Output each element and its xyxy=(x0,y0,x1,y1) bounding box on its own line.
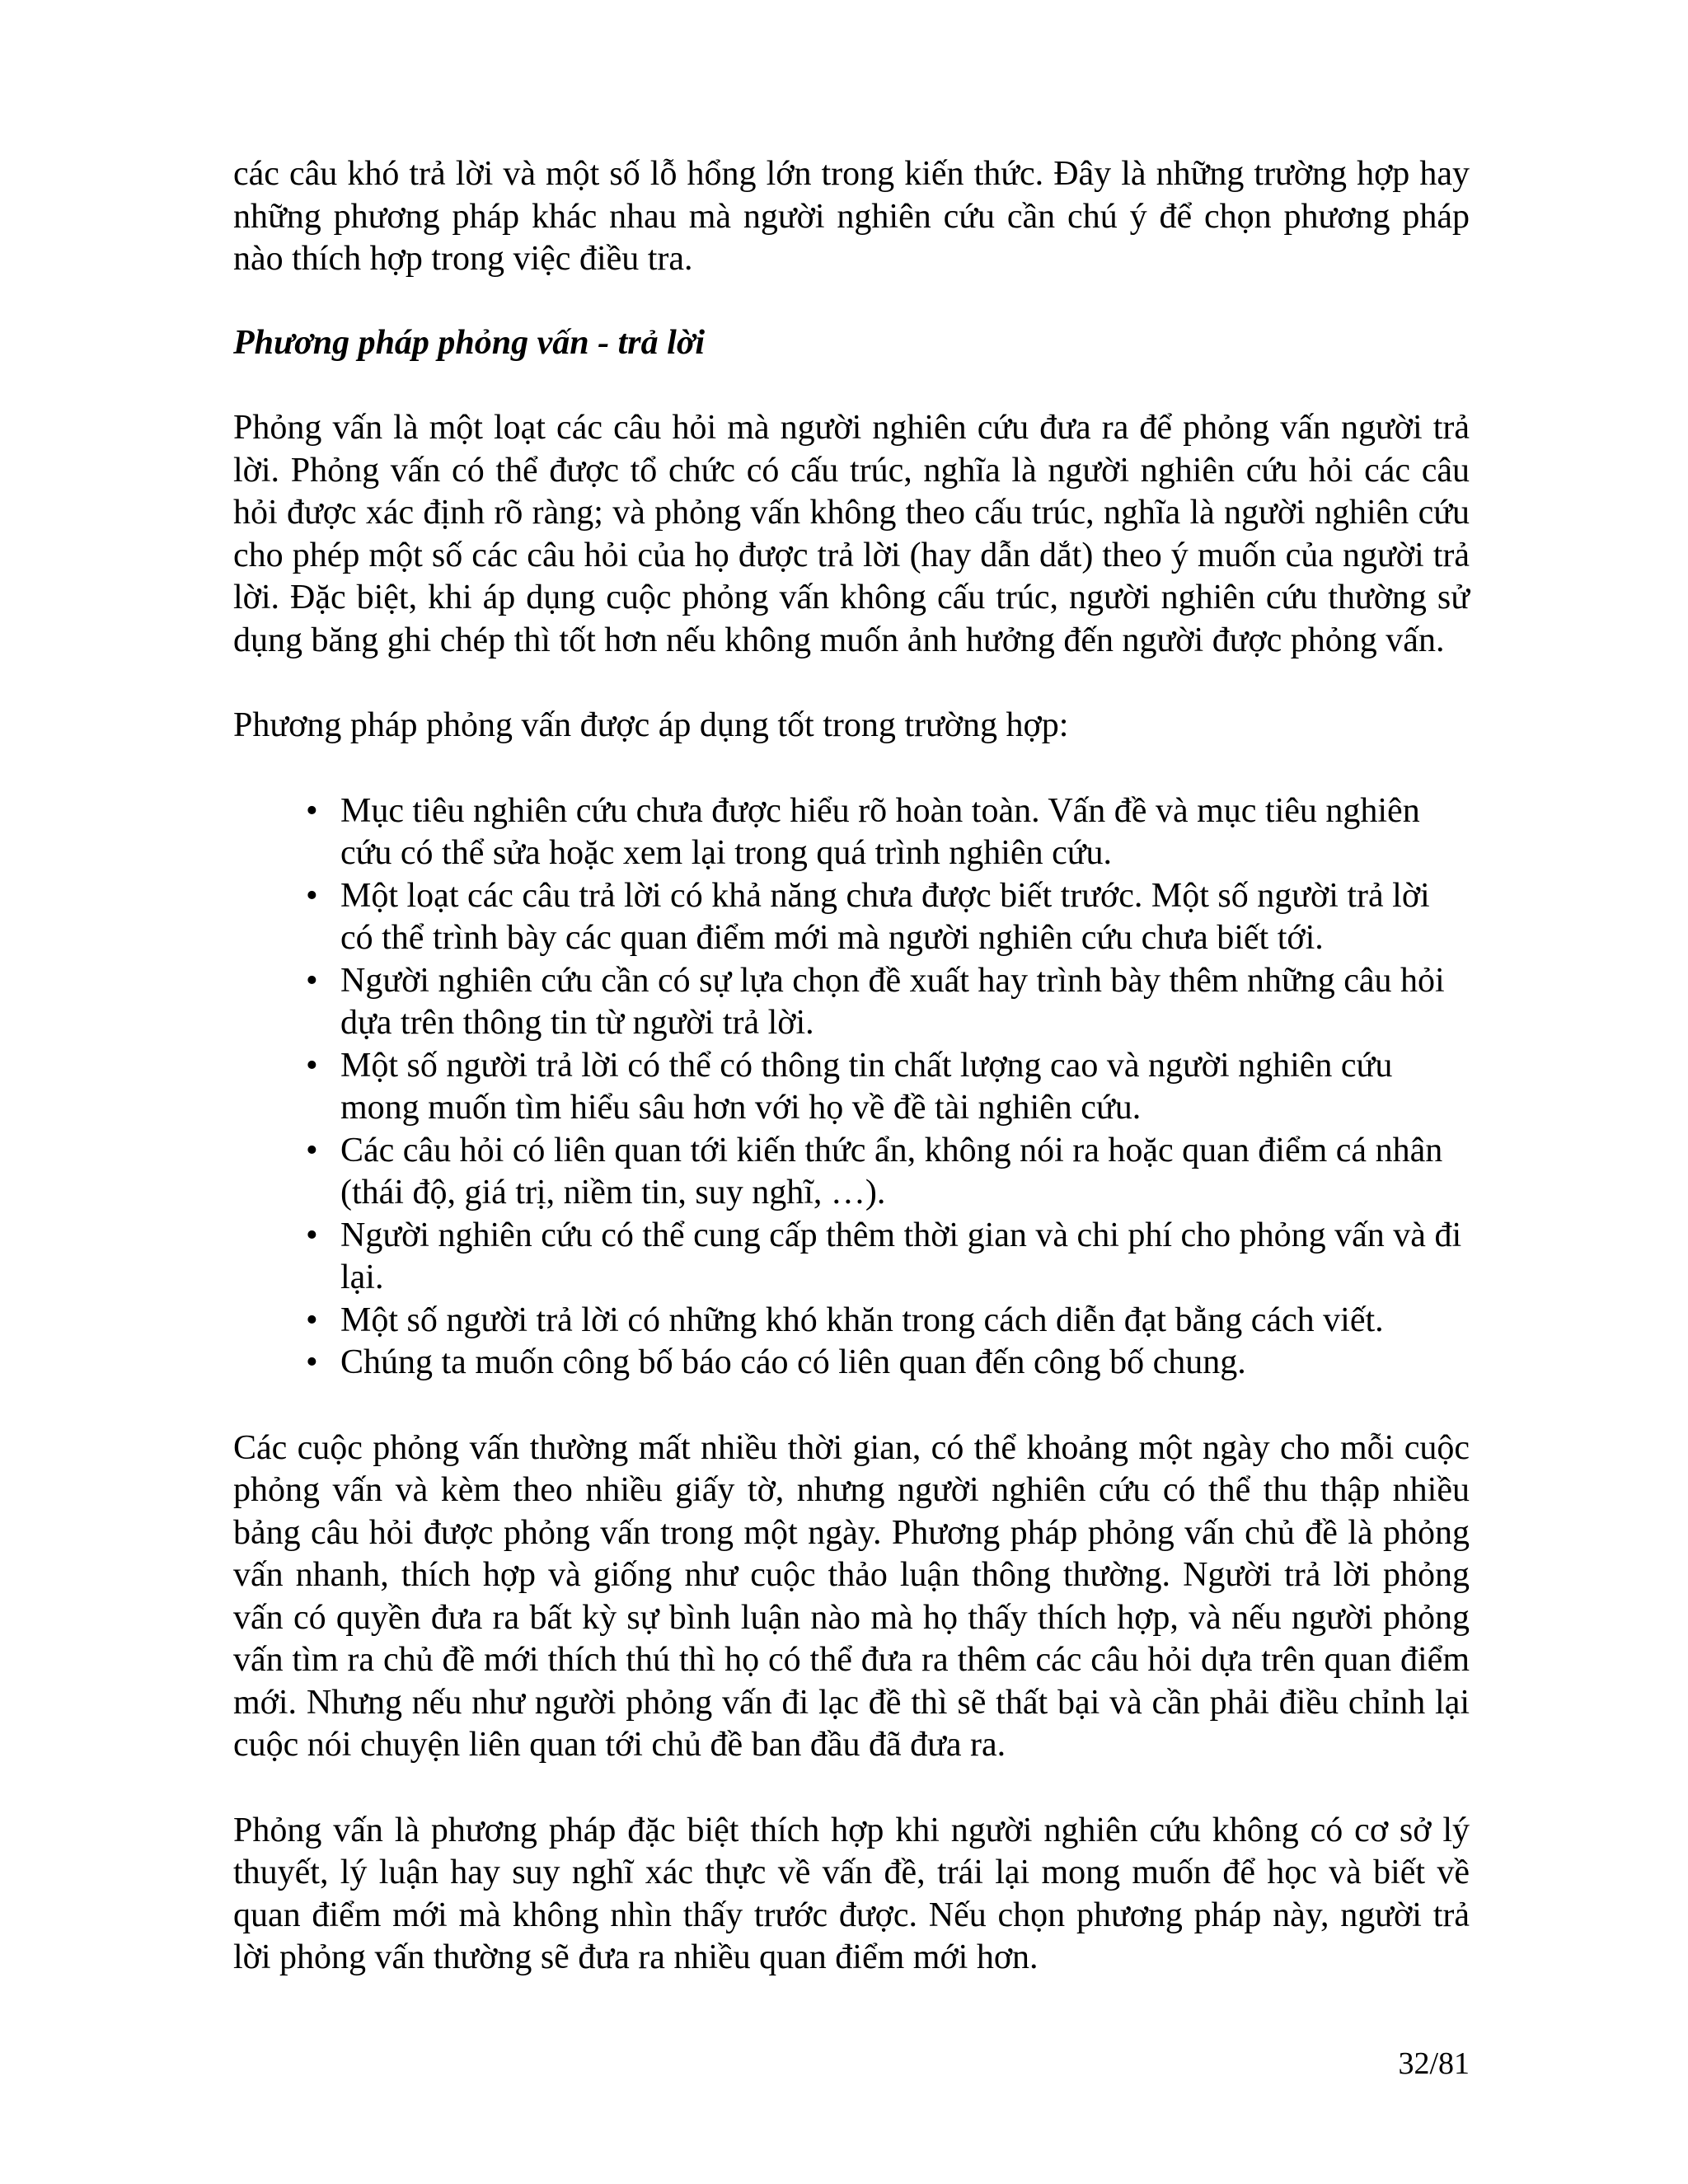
section-heading: Phương pháp phỏng vấn - trả lời xyxy=(233,323,706,362)
intro-paragraph: các câu khó trả lời và một số lỗ hổng lớn trong kiến thức. Đây là những trường hợp hay những phương pháp khác nhau mà người nghiên cứu cần chú ý để chọn phương pháp nào thích hợp trong việc điều tra. xyxy=(233,155,1470,278)
bullet-icon: • xyxy=(306,1131,318,1169)
list-item-text: Mục tiêu nghiên cứu chưa được hiểu rõ hoàn toàn. Vấn đề và mục tiêu nghiên cứu có thể sửa hoặc xem lại trong quá trình nghiên cứu. xyxy=(340,791,1420,872)
list-item xyxy=(233,1342,1470,1385)
bullet-icon: • xyxy=(306,961,318,1000)
list-item xyxy=(233,875,1470,960)
list-item xyxy=(233,790,1470,875)
list-item xyxy=(233,960,1470,1045)
list-item-text: Một số người trả lời có những khó khăn trong cách diễn đạt bằng cách viết. xyxy=(340,1301,1384,1339)
list-item xyxy=(233,1300,1470,1343)
bullet-icon: • xyxy=(306,1046,318,1085)
interview-suitability-paragraph: Phỏng vấn là phương pháp đặc biệt thích hợp khi người nghiên cứu không có cơ sở lý thuyết, lý luận hay suy nghĩ xác thực về vấn đề, trái lại mong muốn để học và biết về quan điểm mới mà không nhìn thấy trước được. Nếu chọn phương pháp này, người trả lời phỏng vấn thường sẽ đưa ra nhiều quan điểm mới hơn. xyxy=(233,1811,1470,1976)
list-item-text: Người nghiên cứu có thể cung cấp thêm thời gian và chi phí cho phỏng vấn và đi lại. xyxy=(340,1216,1462,1296)
bullet-icon: • xyxy=(306,876,318,915)
application-bullet-list xyxy=(233,790,1470,1385)
interview-definition-paragraph: Phỏng vấn là một loạt các câu hỏi mà người nghiên cứu đưa ra để phỏng vấn người trả lời. Phỏng vấn có thể được tổ chức có cấu trúc, nghĩa là người nghiên cứu hỏi các câu hỏi được xác định rõ ràng; và phỏng vấn không theo cấu trúc, nghĩa là người nghiên cứu cho phép một số các câu hỏi của họ được trả lời (hay dẫn dắt) theo ý muốn của người trả lời. Đặc biệt, khi áp dụng cuộc phỏng vấn không cấu trúc, người nghiên cứu thường sử dụng băng ghi chép thì tốt hơn nếu không muốn ảnh hưởng đến người được phỏng vấn. xyxy=(233,409,1470,659)
page-number: 32/81 xyxy=(1398,2046,1470,2081)
list-item-text: Một loạt các câu trả lời có khả năng chưa được biết trước. Một số người trả lời có thể trình bày các quan điểm mới mà người nghiên cứu chưa biết tới. xyxy=(340,876,1430,957)
application-intro-paragraph: Phương pháp phỏng vấn được áp dụng tốt trong trường hợp: xyxy=(233,706,1069,744)
list-item xyxy=(233,1130,1470,1215)
list-item-text: Các câu hỏi có liên quan tới kiến thức ẩn, không nói ra hoặc quan điểm cá nhân (thái độ, giá trị, niềm tin, suy nghĩ, …). xyxy=(340,1131,1443,1212)
bullet-icon: • xyxy=(306,1301,318,1339)
document-page xyxy=(233,153,1470,1980)
list-item-text: Một số người trả lời có thể có thông tin chất lượng cao và người nghiên cứu mong muốn tìm hiểu sâu hơn với họ về đề tài nghiên cứu. xyxy=(340,1046,1393,1127)
list-item-text: Chúng ta muốn công bố báo cáo có liên quan đến công bố chung. xyxy=(340,1343,1246,1381)
bullet-icon: • xyxy=(306,1343,318,1381)
bullet-icon: • xyxy=(306,791,318,830)
list-item xyxy=(233,1045,1470,1130)
list-item-text: Người nghiên cứu cần có sự lựa chọn đề xuất hay trình bày thêm những câu hỏi dựa trên thông tin từ người trả lời. xyxy=(340,961,1445,1042)
interview-duration-paragraph: Các cuộc phỏng vấn thường mất nhiều thời gian, có thể khoảng một ngày cho mỗi cuộc phỏng vấn và kèm theo nhiều giấy tờ, nhưng người nghiên cứu có thể thu thập nhiều bảng câu hỏi được phỏng vấn trong một ngày. Phương pháp phỏng vấn chủ đề là phỏng vấn nhanh, thích hợp và giống như cuộc thảo luận thông thường. Người trả lời phỏng vấn có quyền đưa ra bất kỳ sự bình luận nào mà họ thấy thích hợp, và nếu người phỏng vấn tìm ra chủ đề mới thích thú thì họ có thể đưa ra thêm các câu hỏi dựa trên quan điểm mới. Nhưng nếu như người phỏng vấn đi lạc đề thì sẽ thất bại và cần phải điều chỉnh lại cuộc nói chuyện liên quan tới chủ đề ban đầu đã đưa ra. xyxy=(233,1428,1470,1764)
list-item xyxy=(233,1215,1470,1300)
bullet-icon: • xyxy=(306,1216,318,1254)
